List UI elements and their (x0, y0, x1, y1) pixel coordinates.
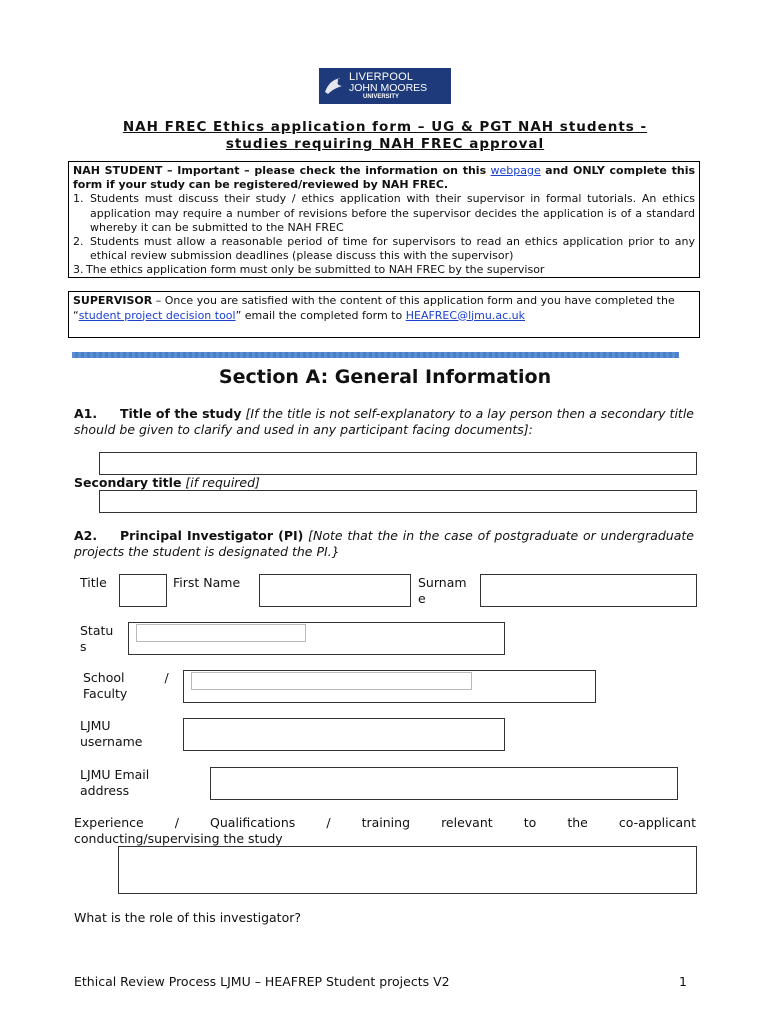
secondary-title-input[interactable] (99, 490, 697, 513)
surname-label: Surnam e (418, 575, 467, 606)
email-input[interactable] (210, 767, 678, 800)
list-item: 3. The ethics application form must only be submitted to NAH FREC by the supervisor (73, 263, 545, 277)
a2-note: [Note that the in the case of postgraduate or undergraduate projects the student is designated the PI.} (74, 528, 694, 559)
experience-label: Experience / Qualifications / training relevant to the co-applicant conducting/supervising the study (74, 815, 696, 846)
footer-text: Ethical Review Process LJMU – HEAFREP Student projects V2 (74, 974, 450, 989)
form-title-line-1: NAH FREC Ethics application form – UG & PGT NAH students - (122, 119, 648, 135)
first-name-label: First Name (173, 575, 241, 590)
page-number: 1 (679, 974, 687, 989)
question-a2: A2. Principal Investigator (PI) [Note that the in the case of postgraduate or undergraduate projects the student is designated the PI.} (74, 528, 694, 559)
webpage-link[interactable]: webpage (490, 164, 541, 177)
school-faculty-label: School / Faculty (83, 670, 169, 701)
first-name-input[interactable] (259, 574, 411, 607)
supervisor-notice-box: SUPERVISOR – Once you are satisfied with the content of this application form and you have completed the “student project decision tool” email the completed form to HEAFREC@ljmu.ac.uk (68, 291, 700, 338)
school-dropdown[interactable] (191, 672, 472, 690)
experience-input[interactable] (118, 846, 697, 894)
role-question: What is the role of this investigator? (74, 910, 302, 925)
student-notice-lead: NAH STUDENT – Important – please check the information on this (73, 164, 487, 177)
logo-line-2: JOHN MOORES (349, 81, 428, 94)
form-title-line-2: studies requiring NAH FREC approval (225, 136, 545, 152)
email-link[interactable]: HEAFREC@ljmu.ac.uk (405, 308, 525, 322)
list-item: 2. Students must allow a reasonable period of time for supervisors to read an ethics application prior to any ethical review submission deadlines (please discuss this with the supervisor) (73, 235, 695, 263)
decision-tool-link[interactable]: student project decision tool (78, 308, 236, 322)
a1-label: Title of the study (120, 406, 242, 421)
question-a1: A1. Title of the study [If the title is not self-explanatory to a lay person then a secondary title should be given to clarify and used in any participant facing documents]: (74, 406, 694, 437)
a2-label: Principal Investigator (PI) (120, 528, 304, 543)
status-dropdown[interactable] (136, 624, 306, 642)
university-logo (319, 68, 451, 104)
title-label: Title (80, 575, 107, 590)
form-title (70, 119, 700, 153)
username-label: LJMU username (80, 718, 143, 749)
list-item: 1. Students must discuss their study / ethics application with their supervisor in formal tutorials. An ethics application may require a number of revisions before the supervisor decides the application is of a standard whereby it can be submitted to the NAH FREC (73, 192, 695, 234)
surname-input[interactable] (480, 574, 697, 607)
title-input[interactable] (119, 574, 167, 607)
a1-note: [If the title is not self-explanatory to a lay person then a secondary title should be given to clarify and used in any participant facing documents]: (74, 406, 694, 437)
supervisor-label: SUPERVISOR (73, 294, 153, 307)
student-notice-lead-2: and ONLY complete this form if your study can be registered/reviewed by NAH FREC. (73, 164, 696, 192)
section-divider (72, 352, 679, 358)
username-input[interactable] (183, 718, 505, 751)
logo-line-1: LIVERPOOL (349, 70, 414, 83)
logo-line-3: UNIVERSITY (363, 93, 400, 100)
secondary-title-label: Secondary title [if required] (74, 475, 260, 490)
liver-bird-icon (319, 68, 349, 104)
study-title-input[interactable] (99, 452, 697, 475)
status-label: Statu s (80, 623, 114, 654)
email-label: LJMU Email address (80, 767, 150, 798)
school-faculty-input[interactable] (183, 670, 596, 703)
status-input[interactable] (128, 622, 505, 655)
section-title: Section A: General Information (218, 366, 552, 388)
student-notice-box (68, 161, 700, 278)
